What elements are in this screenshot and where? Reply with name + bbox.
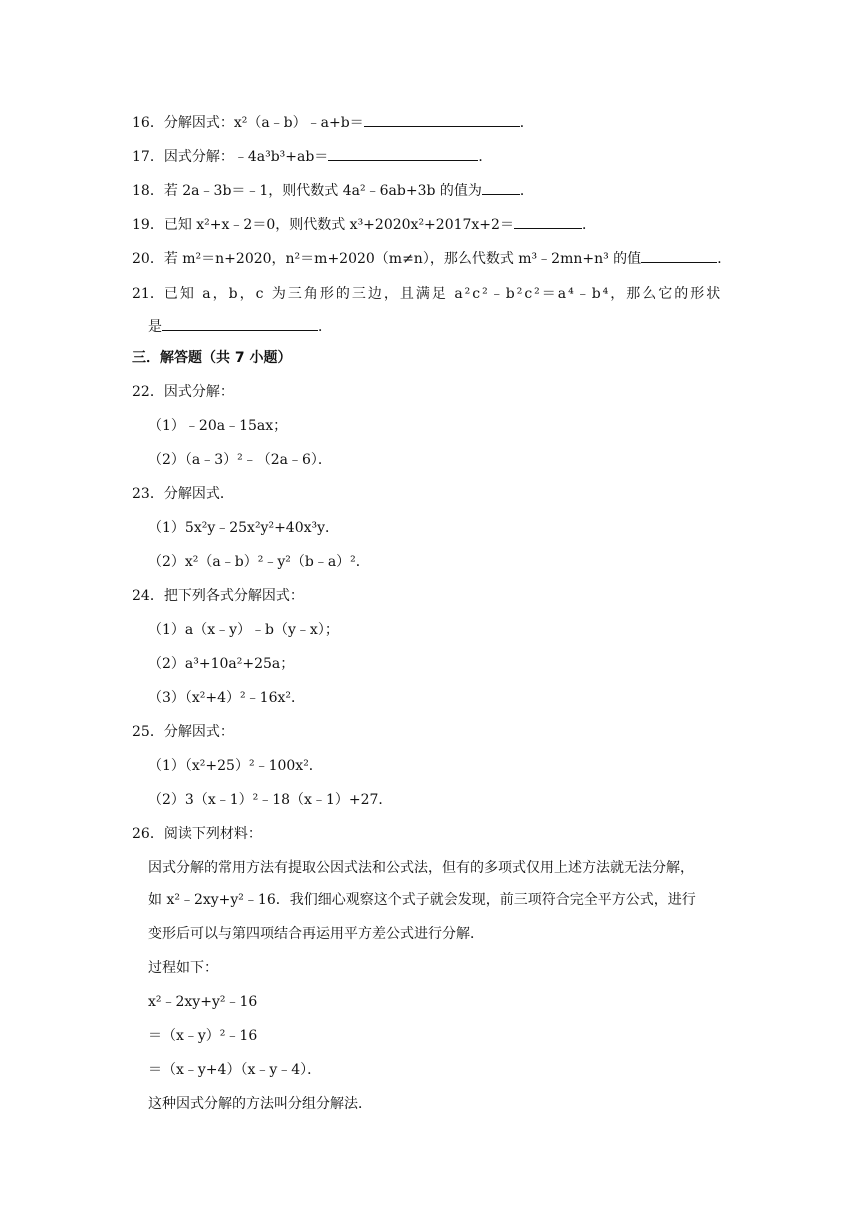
section-heading: 三．解答题（共 7 小题） [132, 350, 292, 366]
question-23-number: 23． [132, 486, 164, 502]
question-19-number: 19． [132, 217, 164, 233]
question-18-text: 若 2a﹣3b＝﹣1，则代数式 4a²﹣6ab+3b 的值为 [163, 183, 482, 199]
question-23-part-2: （2）x²（a﹣b）²﹣y²（b﹣a）²． [148, 554, 370, 570]
answer-blank-21[interactable] [162, 316, 318, 331]
material-paragraph-3: 变形后可以与第四项结合再运用平方差公式进行分解． [148, 926, 484, 942]
answer-blank-16[interactable] [364, 112, 520, 127]
question-25-number: 25． [132, 724, 164, 740]
question-25-part-1: （1）（x²+25）²﹣100x²． [148, 758, 323, 774]
answer-blank-17[interactable] [328, 146, 478, 161]
answer-blank-18[interactable] [482, 180, 520, 195]
process-step-3: ＝（x﹣y+4）（x﹣y﹣4）． [148, 1062, 322, 1078]
process-step-1: x²﹣2xy+y²﹣16 [148, 994, 258, 1010]
question-24 [132, 586, 304, 606]
question-26 [132, 824, 262, 844]
process-step-2: ＝（x﹣y）²﹣16 [148, 1028, 258, 1044]
answer-blank-19[interactable] [514, 214, 582, 229]
process-label: 过程如下： [148, 960, 218, 976]
material-paragraph-2: 如 x²﹣2xy+y²﹣16．我们细心观察这个式子就会发现，前三项符合完全平方公式，进行 [148, 892, 696, 908]
question-18 [132, 180, 534, 201]
question-21-period: ． [318, 319, 332, 335]
question-25-part-2: （2）3（x﹣1）²﹣18（x﹣1）+27． [148, 792, 393, 808]
question-23 [132, 484, 234, 504]
question-20 [132, 248, 731, 269]
question-16-number: 16． [132, 115, 164, 131]
question-16-text: 分解因式：x²（a﹣b）﹣a+b＝ [163, 115, 364, 131]
question-19-period: ． [581, 217, 596, 233]
question-24-part-1: （1）a（x﹣y）﹣b（y﹣x）； [148, 622, 339, 638]
question-19 [132, 214, 596, 235]
question-18-number: 18． [132, 183, 164, 199]
question-17-number: 17． [132, 149, 164, 165]
question-22-part-2: （2）（a﹣3）²﹣（2a﹣6）． [148, 452, 332, 468]
question-16-period: ． [519, 115, 534, 131]
answer-blank-20[interactable] [641, 248, 717, 263]
question-16 [132, 112, 534, 133]
question-21-line1 [132, 284, 722, 304]
question-18-period: ． [519, 183, 534, 199]
question-23-part-1: （1）5x²y﹣25x²y²+40x³y． [148, 520, 340, 536]
question-24-part-3: （3）（x²+4）²﹣16x²． [148, 690, 305, 706]
question-23-title: 分解因式． [163, 486, 234, 502]
question-21-number: 21． [132, 286, 164, 302]
question-22 [132, 382, 234, 402]
question-25 [132, 722, 234, 742]
question-21-text: 已知 a，b，c 为三角形的三边，且满足 a²c²﹣b²c²＝a⁴﹣b⁴，那么它的形状 [163, 286, 723, 302]
question-20-text: 若 m²＝n+2020，n²＝m+2020（m≠n），那么代数式 m³﹣2mn+n³ 的值 [163, 251, 642, 267]
question-26-number: 26． [132, 826, 164, 842]
material-paragraph-1: 因式分解的常用方法有提取公因式法和公式法，但有的多项式仅用上述方法就无法分解， [148, 860, 694, 876]
question-25-title: 分解因式： [163, 724, 234, 740]
question-26-title: 阅读下列材料： [163, 826, 262, 842]
question-17-text: 因式分解：﹣4a³b³+ab＝ [163, 149, 329, 165]
question-19-text: 已知 x²+x﹣2＝0，则代数式 x³+2020x²+2017x+2＝ [163, 217, 514, 233]
question-24-number: 24． [132, 588, 164, 604]
question-22-title: 因式分解： [163, 384, 234, 400]
question-20-number: 20． [132, 251, 164, 267]
question-21-text-cont: 是 [148, 319, 162, 335]
material-conclusion: 这种因式分解的方法叫分组分解法． [148, 1096, 372, 1112]
question-20-period: ． [717, 251, 732, 267]
question-22-part-1: （1）﹣20a﹣15ax； [148, 418, 288, 434]
question-22-number: 22． [132, 384, 164, 400]
question-24-title: 把下列各式分解因式： [163, 588, 304, 604]
question-21-line2 [148, 316, 332, 337]
question-17 [132, 146, 492, 167]
question-24-part-2: （2）a³+10a²+25a； [148, 656, 295, 672]
question-17-period: ． [478, 149, 493, 165]
